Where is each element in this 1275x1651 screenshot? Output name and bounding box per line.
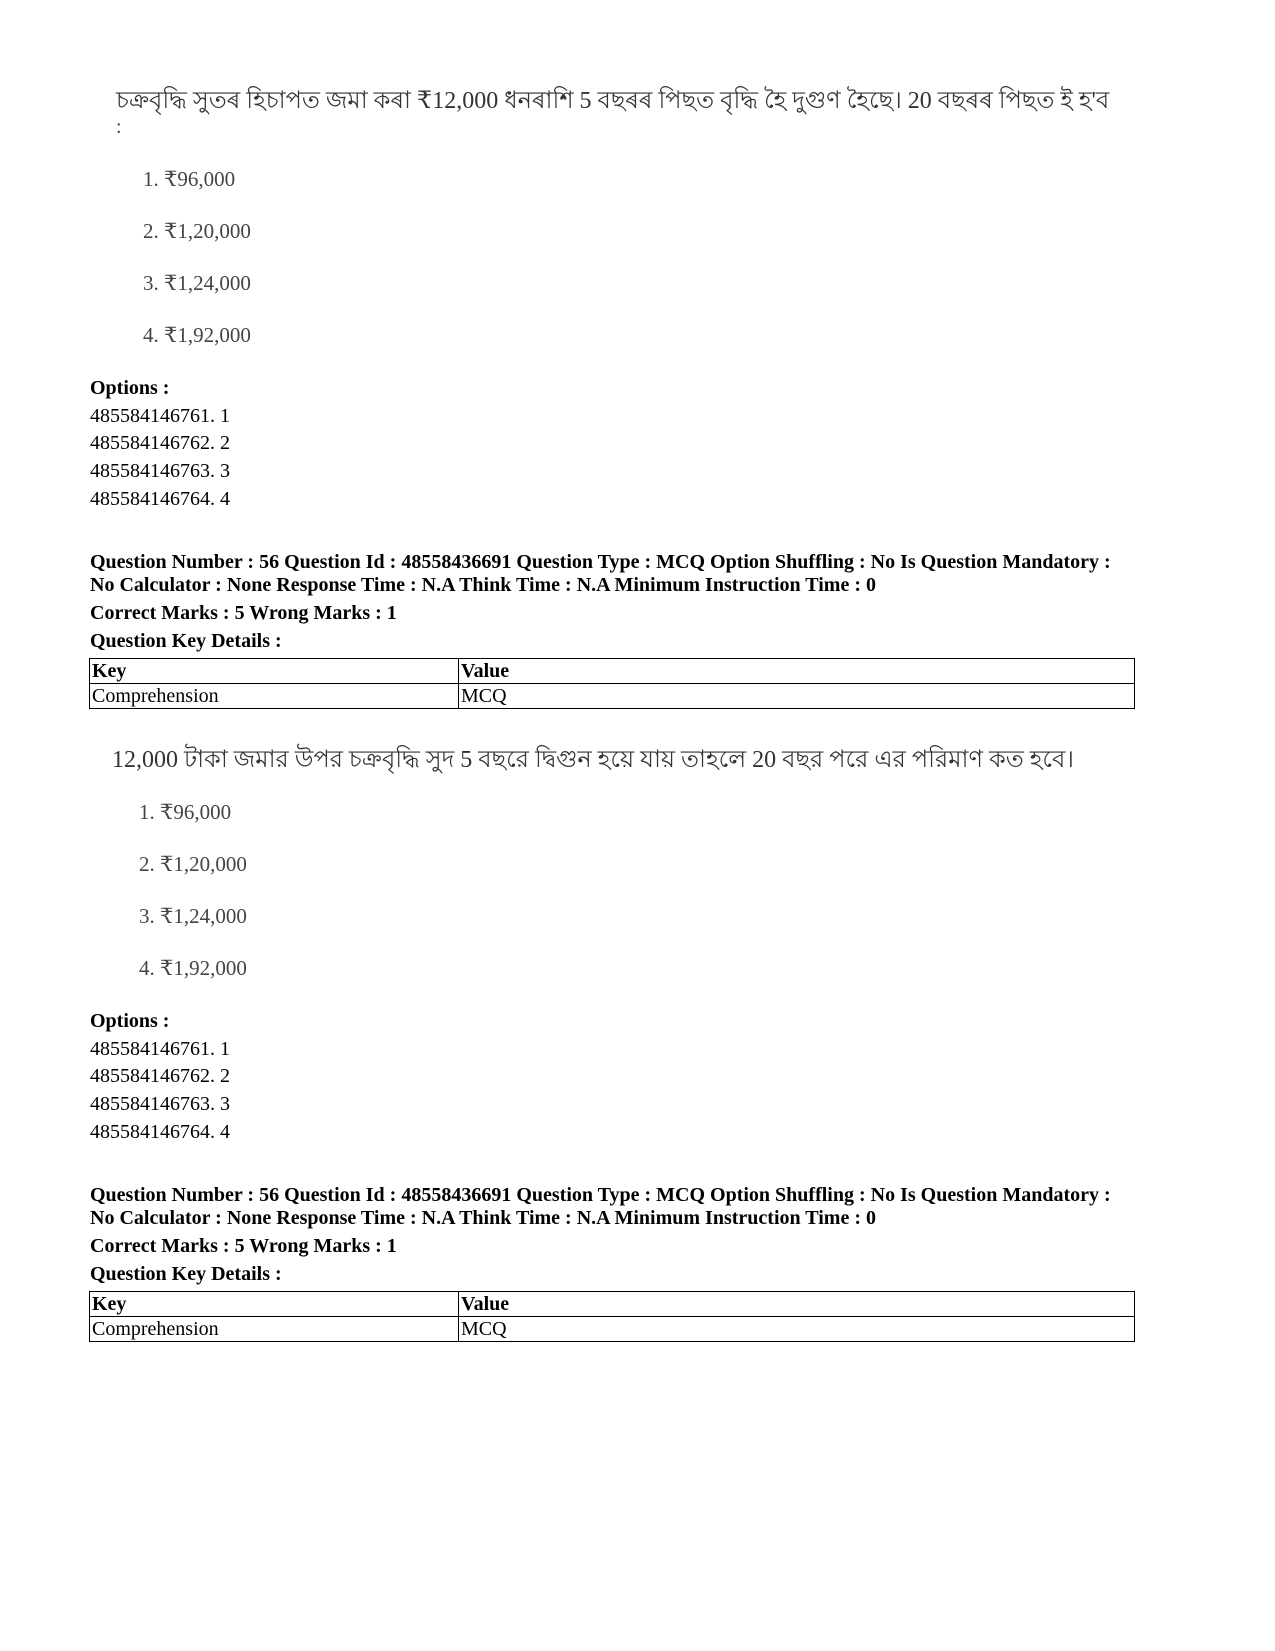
key-details-label: Question Key Details : [90,630,282,652]
table-row [90,1317,1135,1342]
question-meta-line-1: Question Number : 56 Question Id : 48558436691 Question Type : MCQ Option Shuffling : No Is Question Mandatory : [90,551,1111,573]
table-row [90,684,1135,709]
key-details-table [89,1291,1135,1342]
table-header-value: Value [459,1292,1135,1317]
table-cell-value: MCQ [459,684,1135,709]
table-header-key: Key [90,659,459,684]
key-details-table [89,658,1135,709]
option-id-3: 485584146763. 3 [90,460,230,482]
table-header-value: Value [459,659,1135,684]
question-meta-line-2: No Calculator : None Response Time : N.A Think Time : N.A Minimum Instruction Time : 0 [90,1207,876,1229]
question-text-continuation: : [116,116,122,138]
option-id-1: 485584146761. 1 [90,405,230,427]
option-id-2: 485584146762. 2 [90,1065,230,1087]
question-text-bengali: 12,000 টাকা জমার উপর চক্রবৃদ্ধি সুদ 5 বছরে দ্বিগুন হয়ে যায় তাহলে 20 বছর পরে এর পরিমাণ কত হবে। [112,747,1074,773]
option-id-1: 485584146761. 1 [90,1038,230,1060]
choice-1: 1. ₹96,000 [143,167,236,191]
option-id-4: 485584146764. 4 [90,488,230,510]
question-meta-line-2: No Calculator : None Response Time : N.A Think Time : N.A Minimum Instruction Time : 0 [90,574,876,596]
table-header-row [90,1292,1135,1317]
marks-line: Correct Marks : 5 Wrong Marks : 1 [90,602,397,624]
choice-2: 2. ₹1,20,000 [143,219,251,243]
options-label: Options : [90,1010,170,1032]
choice-4: 4. ₹1,92,000 [139,956,247,980]
table-cell-key: Comprehension [90,684,459,709]
choice-3: 3. ₹1,24,000 [139,904,247,928]
key-details-label: Question Key Details : [90,1263,282,1285]
question-meta-line-1: Question Number : 56 Question Id : 48558436691 Question Type : MCQ Option Shuffling : No Is Question Mandatory : [90,1184,1111,1206]
table-cell-key: Comprehension [90,1317,459,1342]
table-cell-value: MCQ [459,1317,1135,1342]
marks-line: Correct Marks : 5 Wrong Marks : 1 [90,1235,397,1257]
option-id-3: 485584146763. 3 [90,1093,230,1115]
question-text-assamese: চক্ৰবৃদ্ধি সুতৰ হিচাপত জমা কৰা ₹12,000 ধনৰাশি 5 বছৰৰ পিছত বৃদ্ধি হৈ দুগুণ হৈছে। 20 বছৰৰ পিছত ই হ'ব [116,88,1110,114]
options-label: Options : [90,377,170,399]
choice-3: 3. ₹1,24,000 [143,271,251,295]
table-header-row [90,659,1135,684]
option-id-2: 485584146762. 2 [90,432,230,454]
choice-4: 4. ₹1,92,000 [143,323,251,347]
table-header-key: Key [90,1292,459,1317]
option-id-4: 485584146764. 4 [90,1121,230,1143]
choice-1: 1. ₹96,000 [139,800,232,824]
choice-2: 2. ₹1,20,000 [139,852,247,876]
